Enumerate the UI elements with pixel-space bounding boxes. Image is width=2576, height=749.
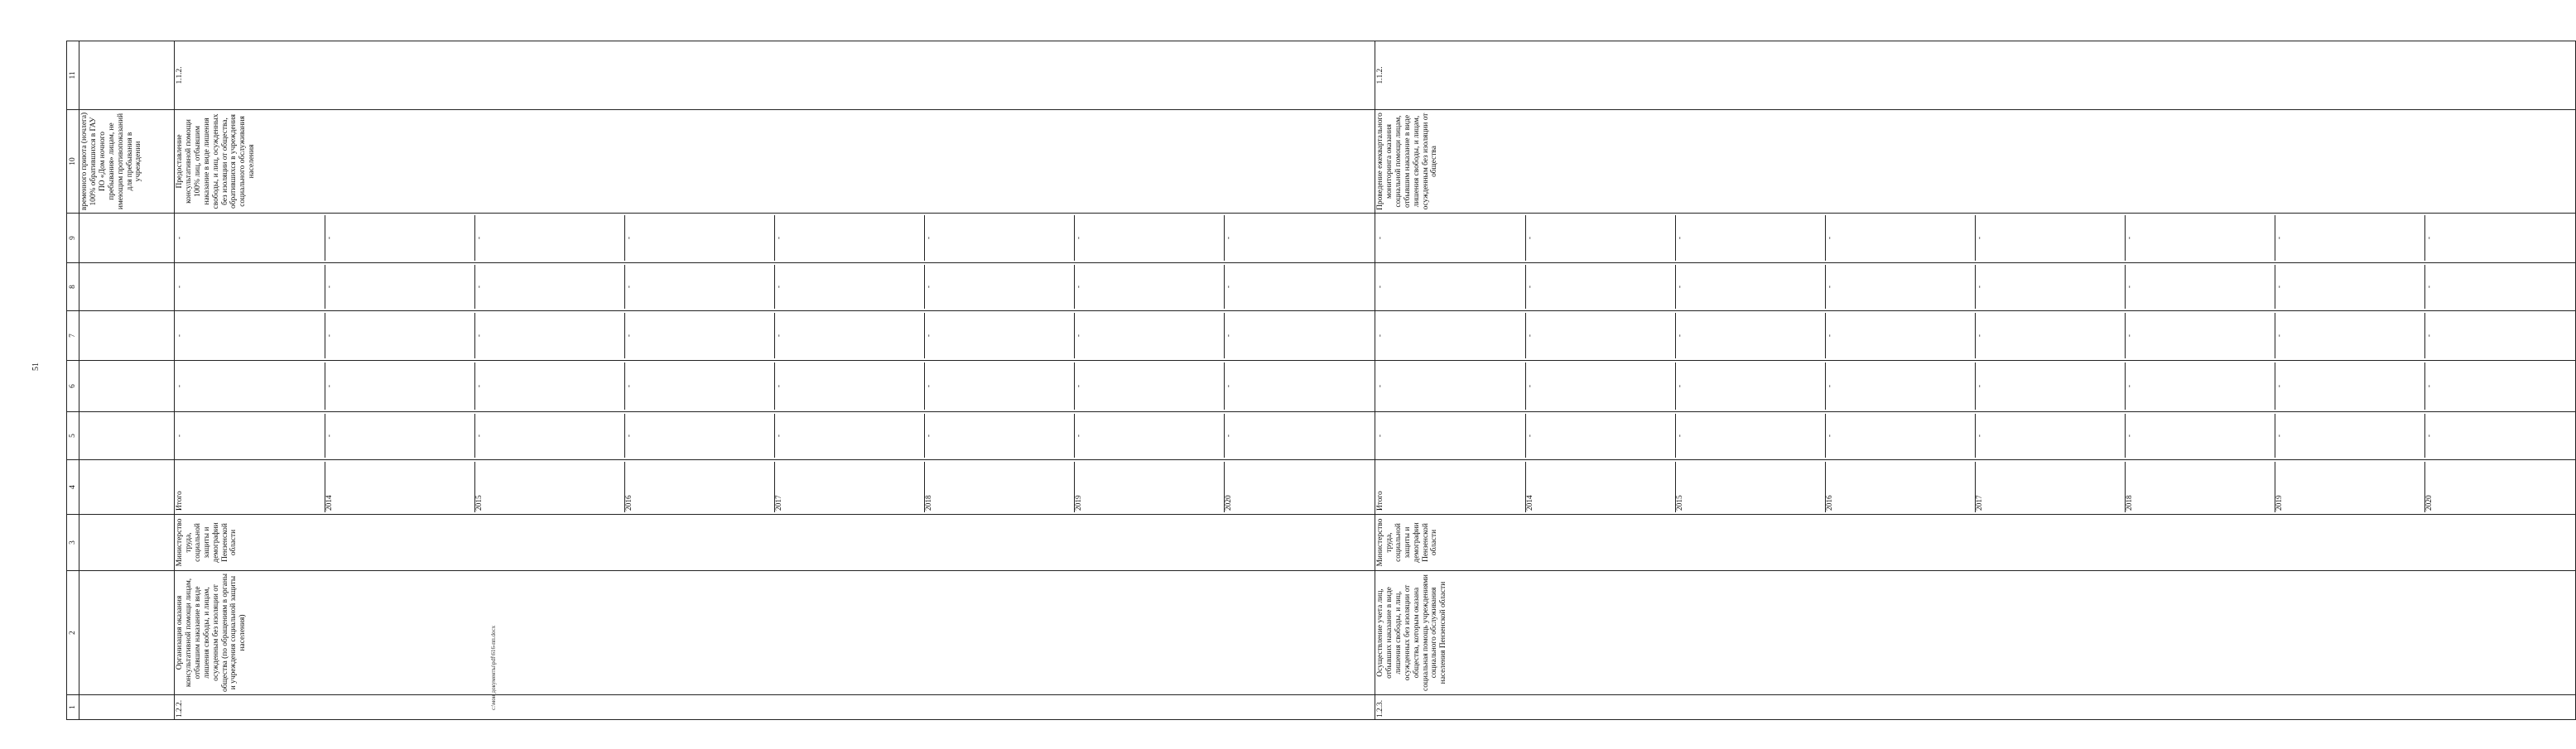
dash-value: - (1676, 362, 1826, 410)
dash-value: - (2126, 414, 2275, 458)
dash-value: - (1075, 313, 1225, 358)
dash-value: - (1225, 384, 1233, 388)
dash-cell (1375, 361, 2576, 412)
dash-value: - (176, 265, 325, 309)
year-label: 2019 (1075, 462, 1225, 512)
row-link: 1.1.2. (1375, 41, 2576, 110)
dash-value: - (2126, 215, 2275, 261)
dash-value: - (775, 313, 925, 358)
dash-value: - (1826, 215, 1976, 261)
dash-value: - (1676, 313, 1826, 358)
program-table (66, 41, 2576, 720)
year-label: 2015 (475, 462, 625, 512)
row-result: Предоставление консультативной помощи 100% лиц, отбывшим наказание в виде лишения свободы, и лиц, осужденных без изоляции от общества, обратившихся в учреждения социального обслуживания населения (175, 110, 1375, 214)
row-executor (79, 515, 175, 571)
dash-cell (175, 412, 1375, 460)
col-header: 3 (67, 515, 79, 571)
row-num: 1.2.2. (175, 695, 1375, 720)
col-header: 6 (67, 361, 79, 412)
table-row (79, 41, 175, 720)
row-link (79, 41, 175, 110)
year-label: 2017 (1976, 462, 2126, 512)
dash-value: - (925, 215, 1075, 261)
header-row (67, 41, 79, 720)
dash-value: - (1976, 362, 2126, 410)
dash-cell (175, 263, 1375, 311)
years-list (1376, 462, 2574, 512)
year-label: 2015 (1676, 462, 1826, 512)
dash-value: - (475, 362, 625, 410)
year-label: 2020 (1225, 495, 1233, 511)
col-header: 5 (67, 412, 79, 460)
dash-value: - (2275, 265, 2425, 309)
dash-cell (1375, 263, 2576, 311)
dash-value: - (1826, 362, 1976, 410)
dash-value: - (625, 265, 775, 309)
dash-value: - (1976, 313, 2126, 358)
dash-cell (1375, 412, 2576, 460)
row-name (79, 571, 175, 695)
dash-value: - (1376, 414, 1526, 458)
year-label: 2017 (775, 462, 925, 512)
dash-value: - (1826, 414, 1976, 458)
dash-value: - (625, 414, 775, 458)
dash-value: - (1676, 265, 1826, 309)
dash-value: - (2425, 434, 2434, 438)
year-label: 2018 (2126, 462, 2275, 512)
dash-value: - (1676, 414, 1826, 458)
dash-value: - (475, 215, 625, 261)
dash-value: - (775, 215, 925, 261)
years-cell (1375, 460, 2576, 515)
row-executor: Министерство труда, социальной защиты и демографии Пензенской области (1375, 515, 2576, 571)
dash-value: - (2275, 414, 2425, 458)
dash-value: - (775, 362, 925, 410)
col-header: 10 (67, 110, 79, 214)
year-label: 2018 (925, 462, 1075, 512)
dash-value: - (1225, 285, 1233, 289)
dash-value: - (1976, 414, 2126, 458)
dash-cell (175, 214, 1375, 263)
dash-value: - (2275, 313, 2425, 358)
dash-value: - (1075, 414, 1225, 458)
row-name: Осуществление учета лиц, отбывших наказание в виде лишения свободы, и лиц, осужденных без изоляции от общества, которым оказана социальная помощь учреждениями социального обслуживания населения Пензенской области (1375, 571, 2576, 695)
dash-value: - (2275, 215, 2425, 261)
dash-value: - (1376, 215, 1526, 261)
dash-value: - (176, 414, 325, 458)
dash-value: - (2425, 285, 2434, 289)
dash-value: - (176, 362, 325, 410)
years-cell (175, 460, 1375, 515)
years-list (176, 462, 1374, 512)
dash-value: - (1376, 313, 1526, 358)
dash-value: - (925, 414, 1075, 458)
dash-value: - (2425, 384, 2434, 388)
dash-value: - (2425, 334, 2434, 338)
page-number: 51 (31, 362, 41, 371)
dash-value: - (1075, 362, 1225, 410)
row-executor: Министерство труда, социальной защиты и демографии Пензенской области (175, 515, 1375, 571)
file-path-footer: c:\мои документы\pdf\616-пп.docx (490, 625, 497, 710)
dash-value: - (625, 215, 775, 261)
dash-value: - (1826, 265, 1976, 309)
dash-value: - (1075, 265, 1225, 309)
dash-value: - (775, 265, 925, 309)
dash-cell (175, 311, 1375, 361)
table-row (175, 41, 1375, 720)
dash-value: - (1075, 215, 1225, 261)
row-result: Проведение ежеквартального мониторинга оказания социальной помощи лицам, отбывшим наказание в виде лишения свободы, и лицам, осужденным без изоляции от общества (1375, 110, 2576, 214)
dash-value: - (1526, 362, 1676, 410)
dash-value: - (1976, 265, 2126, 309)
dash-value: - (775, 414, 925, 458)
dash-cell (1375, 311, 2576, 361)
dash-value: - (475, 414, 625, 458)
dash-value: - (925, 362, 1075, 410)
dash-value: - (925, 265, 1075, 309)
dash-value: - (1676, 215, 1826, 261)
col-header: 9 (67, 214, 79, 263)
year-label: 2019 (2275, 462, 2425, 512)
dash-value: - (625, 313, 775, 358)
row-link: 1.1.2. (175, 41, 1375, 110)
dash-value: - (1526, 215, 1676, 261)
dash-value: - (2425, 236, 2434, 240)
dash-value: - (1376, 362, 1526, 410)
dash-value: - (1225, 334, 1233, 338)
dash-value: - (2126, 313, 2275, 358)
col-header: 8 (67, 263, 79, 311)
year-label: 2014 (1526, 462, 1676, 512)
col-header: 2 (67, 571, 79, 695)
year-label: 2014 (325, 462, 475, 512)
dash-value: - (1526, 414, 1676, 458)
dash-cell (1375, 214, 2576, 263)
col-header: 1 (67, 695, 79, 720)
dash-value: - (1225, 434, 1233, 438)
dash-value: - (176, 313, 325, 358)
dash-value: - (1376, 265, 1526, 309)
table-row (1375, 41, 2576, 720)
year-label: 2016 (1826, 462, 1976, 512)
col-header: 11 (67, 41, 79, 110)
dash-value: - (1826, 313, 1976, 358)
dash-value: - (925, 313, 1075, 358)
dash-value: - (1225, 236, 1233, 240)
year-label: 2020 (2425, 495, 2434, 511)
row-result: временного приюта (ночлега) 100% обратившихся в ГАУ ПО «Дом ночного пребывания» лицам, не имеющим противопоказаний для пребывания в учреждении (79, 110, 175, 214)
dash-value: - (1526, 313, 1676, 358)
row-num: 1.2.3. (1375, 695, 2576, 720)
dash-value: - (176, 215, 325, 261)
dash-value: - (1526, 265, 1676, 309)
dash-value: - (325, 414, 475, 458)
dash-value: - (1976, 215, 2126, 261)
col-header: 4 (67, 460, 79, 515)
dash-value: - (325, 362, 475, 410)
year-label: Итого (176, 462, 325, 512)
dash-value: - (325, 313, 475, 358)
dash-value: - (325, 265, 475, 309)
dash-value: - (2126, 362, 2275, 410)
dash-value: - (2126, 265, 2275, 309)
col-header: 7 (67, 311, 79, 361)
row-name: Организация оказания консультативной помощи лицам, отбывшим наказание в виде лишения свободы, и лицам, осужденным без изоляции от общества (по обращениям в органы и учреждения социальной защиты населения) (175, 571, 1375, 695)
dash-value: - (325, 215, 475, 261)
dash-value: - (2275, 362, 2425, 410)
year-label: 2016 (625, 462, 775, 512)
dash-value: - (475, 313, 625, 358)
year-label: Итого (1376, 462, 1526, 512)
dash-value: - (475, 265, 625, 309)
row-num (79, 695, 175, 720)
dash-cell (175, 361, 1375, 412)
dash-value: - (625, 362, 775, 410)
